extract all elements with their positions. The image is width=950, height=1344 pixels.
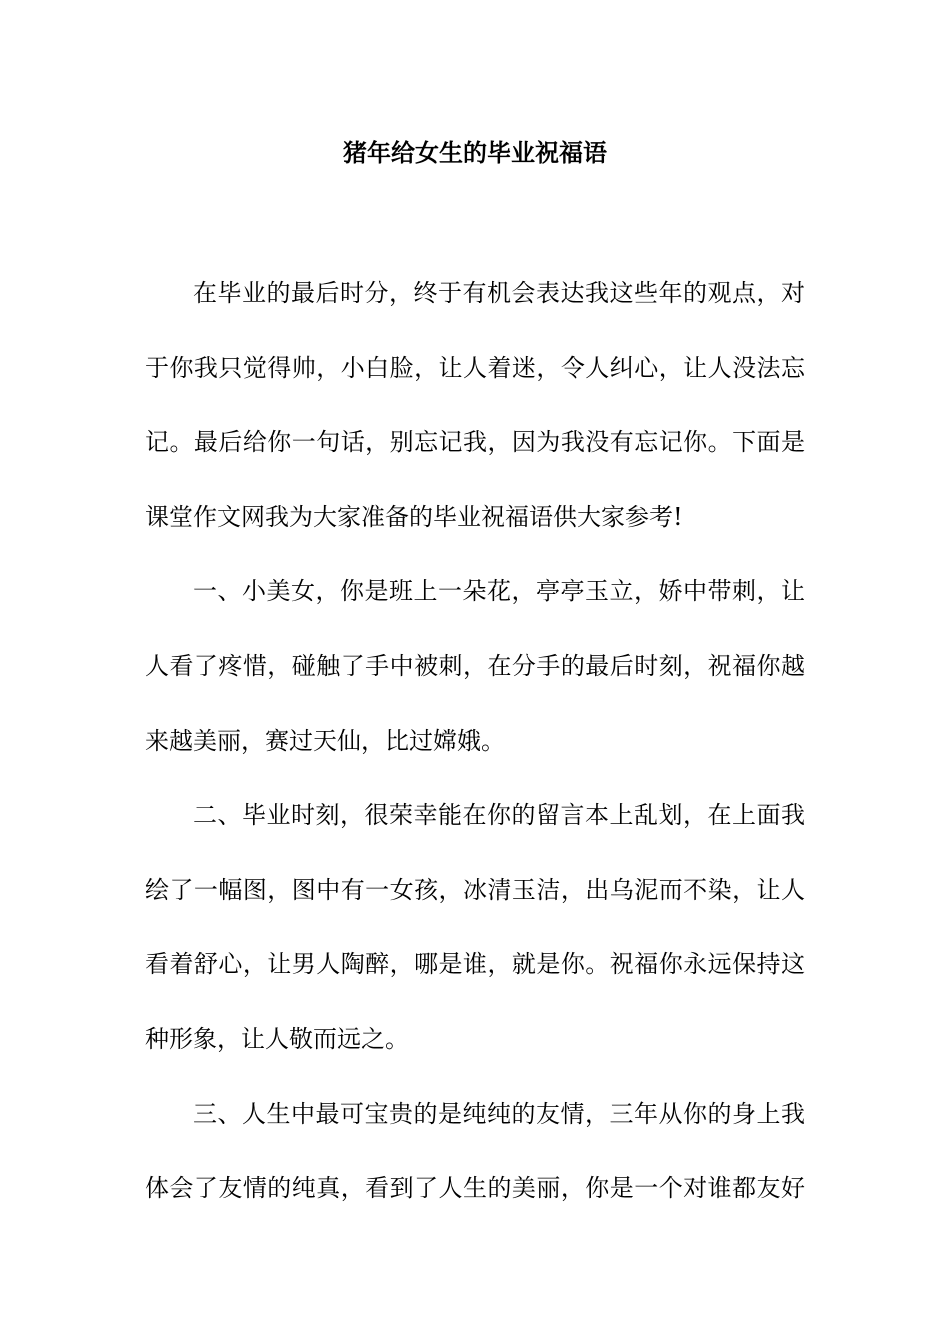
paragraph-line: 二、毕业时刻，很荣幸能在你的留言本上乱划，在上面我 [193, 801, 805, 830]
paragraph-line: 绘了一幅图，图中有一女孩，冰清玉洁，出乌泥而不染，让人 [145, 875, 805, 904]
paragraph-line: 记。最后给你一句话，别忘记我，因为我没有忘记你。下面是 [145, 428, 805, 457]
paragraph-wish-1 [145, 554, 805, 778]
paragraph-line: 于你我只觉得帅，小白脸，让人着迷，令人纠心，让人没法忘 [145, 353, 805, 382]
paragraph-line: 体会了友情的纯真，看到了人生的美丽，你是一个对谁都友好 [145, 1174, 805, 1203]
paragraph-line: 种形象，让人敬而远之。 [145, 1024, 409, 1053]
paragraph-line: 课堂作文网我为大家准备的毕业祝福语供大家参考! [145, 502, 683, 531]
paragraph-line: 来越美丽，赛过天仙，比过嫦娥。 [145, 726, 505, 755]
paragraph-wish-3 [145, 1077, 805, 1226]
document-title: 猪年给女生的毕业祝福语 [343, 139, 607, 167]
paragraph-line: 在毕业的最后时分，终于有机会表达我这些年的观点，对 [193, 279, 805, 307]
paragraph-wish-2 [145, 778, 805, 1076]
document-body [145, 256, 805, 1226]
paragraph-line: 人看了疼惜，碰触了手中被刺，在分手的最后时刻，祝福你越 [145, 651, 805, 680]
paragraph-line: 三、人生中最可宝贵的是纯纯的友情，三年从你的身上我 [193, 1099, 805, 1128]
paragraph-line: 一、小美女，你是班上一朵花，亭亭玉立，娇中带刺，让 [193, 577, 805, 606]
paragraph-intro [145, 256, 805, 554]
paragraph-line: 看着舒心，让男人陶醉，哪是谁，就是你。祝福你永远保持这 [145, 950, 805, 979]
